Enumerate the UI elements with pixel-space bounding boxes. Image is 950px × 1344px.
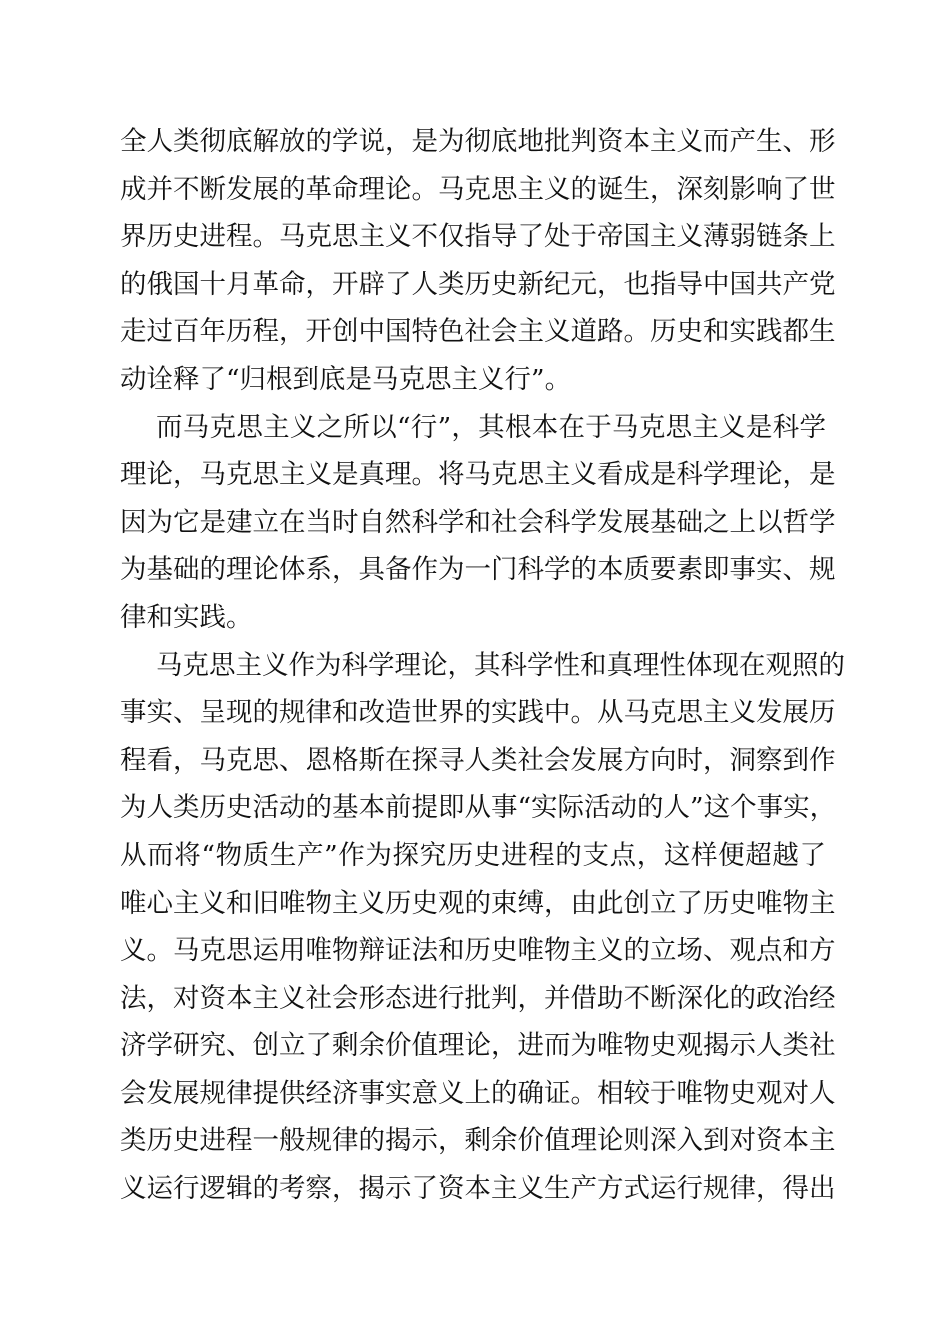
paragraph-1-line-2: 成并不断发展的革命理论。马克思主义的诞生，深刻影响了世 bbox=[120, 173, 836, 205]
paragraph-1-line-6: 动诠释了“归根到底是马克思主义行”。 bbox=[120, 363, 572, 395]
paragraph-3-line-10: 会发展规律提供经济事实意义上的确证。相较于唯物史观对人 bbox=[120, 1077, 836, 1109]
paragraph-2-line-3: 因为它是建立在当时自然科学和社会科学发展基础之上以哲学 bbox=[120, 506, 836, 538]
paragraph-3-line-4: 为人类历史活动的基本前提即从事“实际活动的人”这个事实， bbox=[120, 792, 837, 824]
paragraph-1-line-3: 界历史进程。马克思主义不仅指导了处于帝国主义薄弱链条上 bbox=[120, 221, 836, 253]
paragraph-3-line-1: 马克思主义作为科学理论，其科学性和真理性体现在观照的 bbox=[156, 649, 845, 681]
paragraph-2-line-1: 而马克思主义之所以“行”，其根本在于马克思主义是科学 bbox=[156, 411, 826, 443]
paragraph-3-line-12: 义运行逻辑的考察，揭示了资本主义生产方式运行规律，得出 bbox=[120, 1173, 836, 1205]
paragraph-2-line-2: 理论，马克思主义是真理。将马克思主义看成是科学理论，是 bbox=[120, 459, 836, 491]
paragraph-3-line-3: 程看，马克思、恩格斯在探寻人类社会发展方向时，洞察到作 bbox=[120, 744, 836, 776]
paragraph-2-line-4: 为基础的理论体系，具备作为一门科学的本质要素即事实、规 bbox=[120, 554, 836, 586]
paragraph-1-line-4: 的俄国十月革命，开辟了人类历史新纪元，也指导中国共产党 bbox=[120, 268, 836, 300]
paragraph-3-line-5: 从而将“物质生产”作为探究历史进程的支点，这样便超越了 bbox=[120, 839, 826, 871]
paragraph-1-line-5: 走过百年历程，开创中国特色社会主义道路。历史和实践都生 bbox=[120, 316, 836, 348]
paragraph-3-line-11: 类历史进程一般规律的揭示，剩余价值理论则深入到对资本主 bbox=[120, 1125, 836, 1157]
paragraph-3-line-6: 唯心主义和旧唯物主义历史观的束缚，由此创立了历史唯物主 bbox=[120, 887, 836, 919]
paragraph-3-line-7: 义。马克思运用唯物辩证法和历史唯物主义的立场、观点和方 bbox=[120, 935, 836, 967]
document-body bbox=[120, 118, 845, 1213]
paragraph-3-line-2: 事实、呈现的规律和改造世界的实践中。从马克思主义发展历 bbox=[120, 697, 836, 729]
paragraph-1-line-1: 全人类彻底解放的学说，是为彻底地批判资本主义而产生、形 bbox=[120, 126, 836, 157]
paragraph-2-line-5: 律和实践。 bbox=[120, 601, 253, 633]
paragraph-3-line-8: 法，对资本主义社会形态进行批判，并借助不断深化的政治经 bbox=[120, 982, 836, 1014]
paragraph-3-line-9: 济学研究、创立了剩余价值理论，进而为唯物史观揭示人类社 bbox=[120, 1030, 836, 1062]
